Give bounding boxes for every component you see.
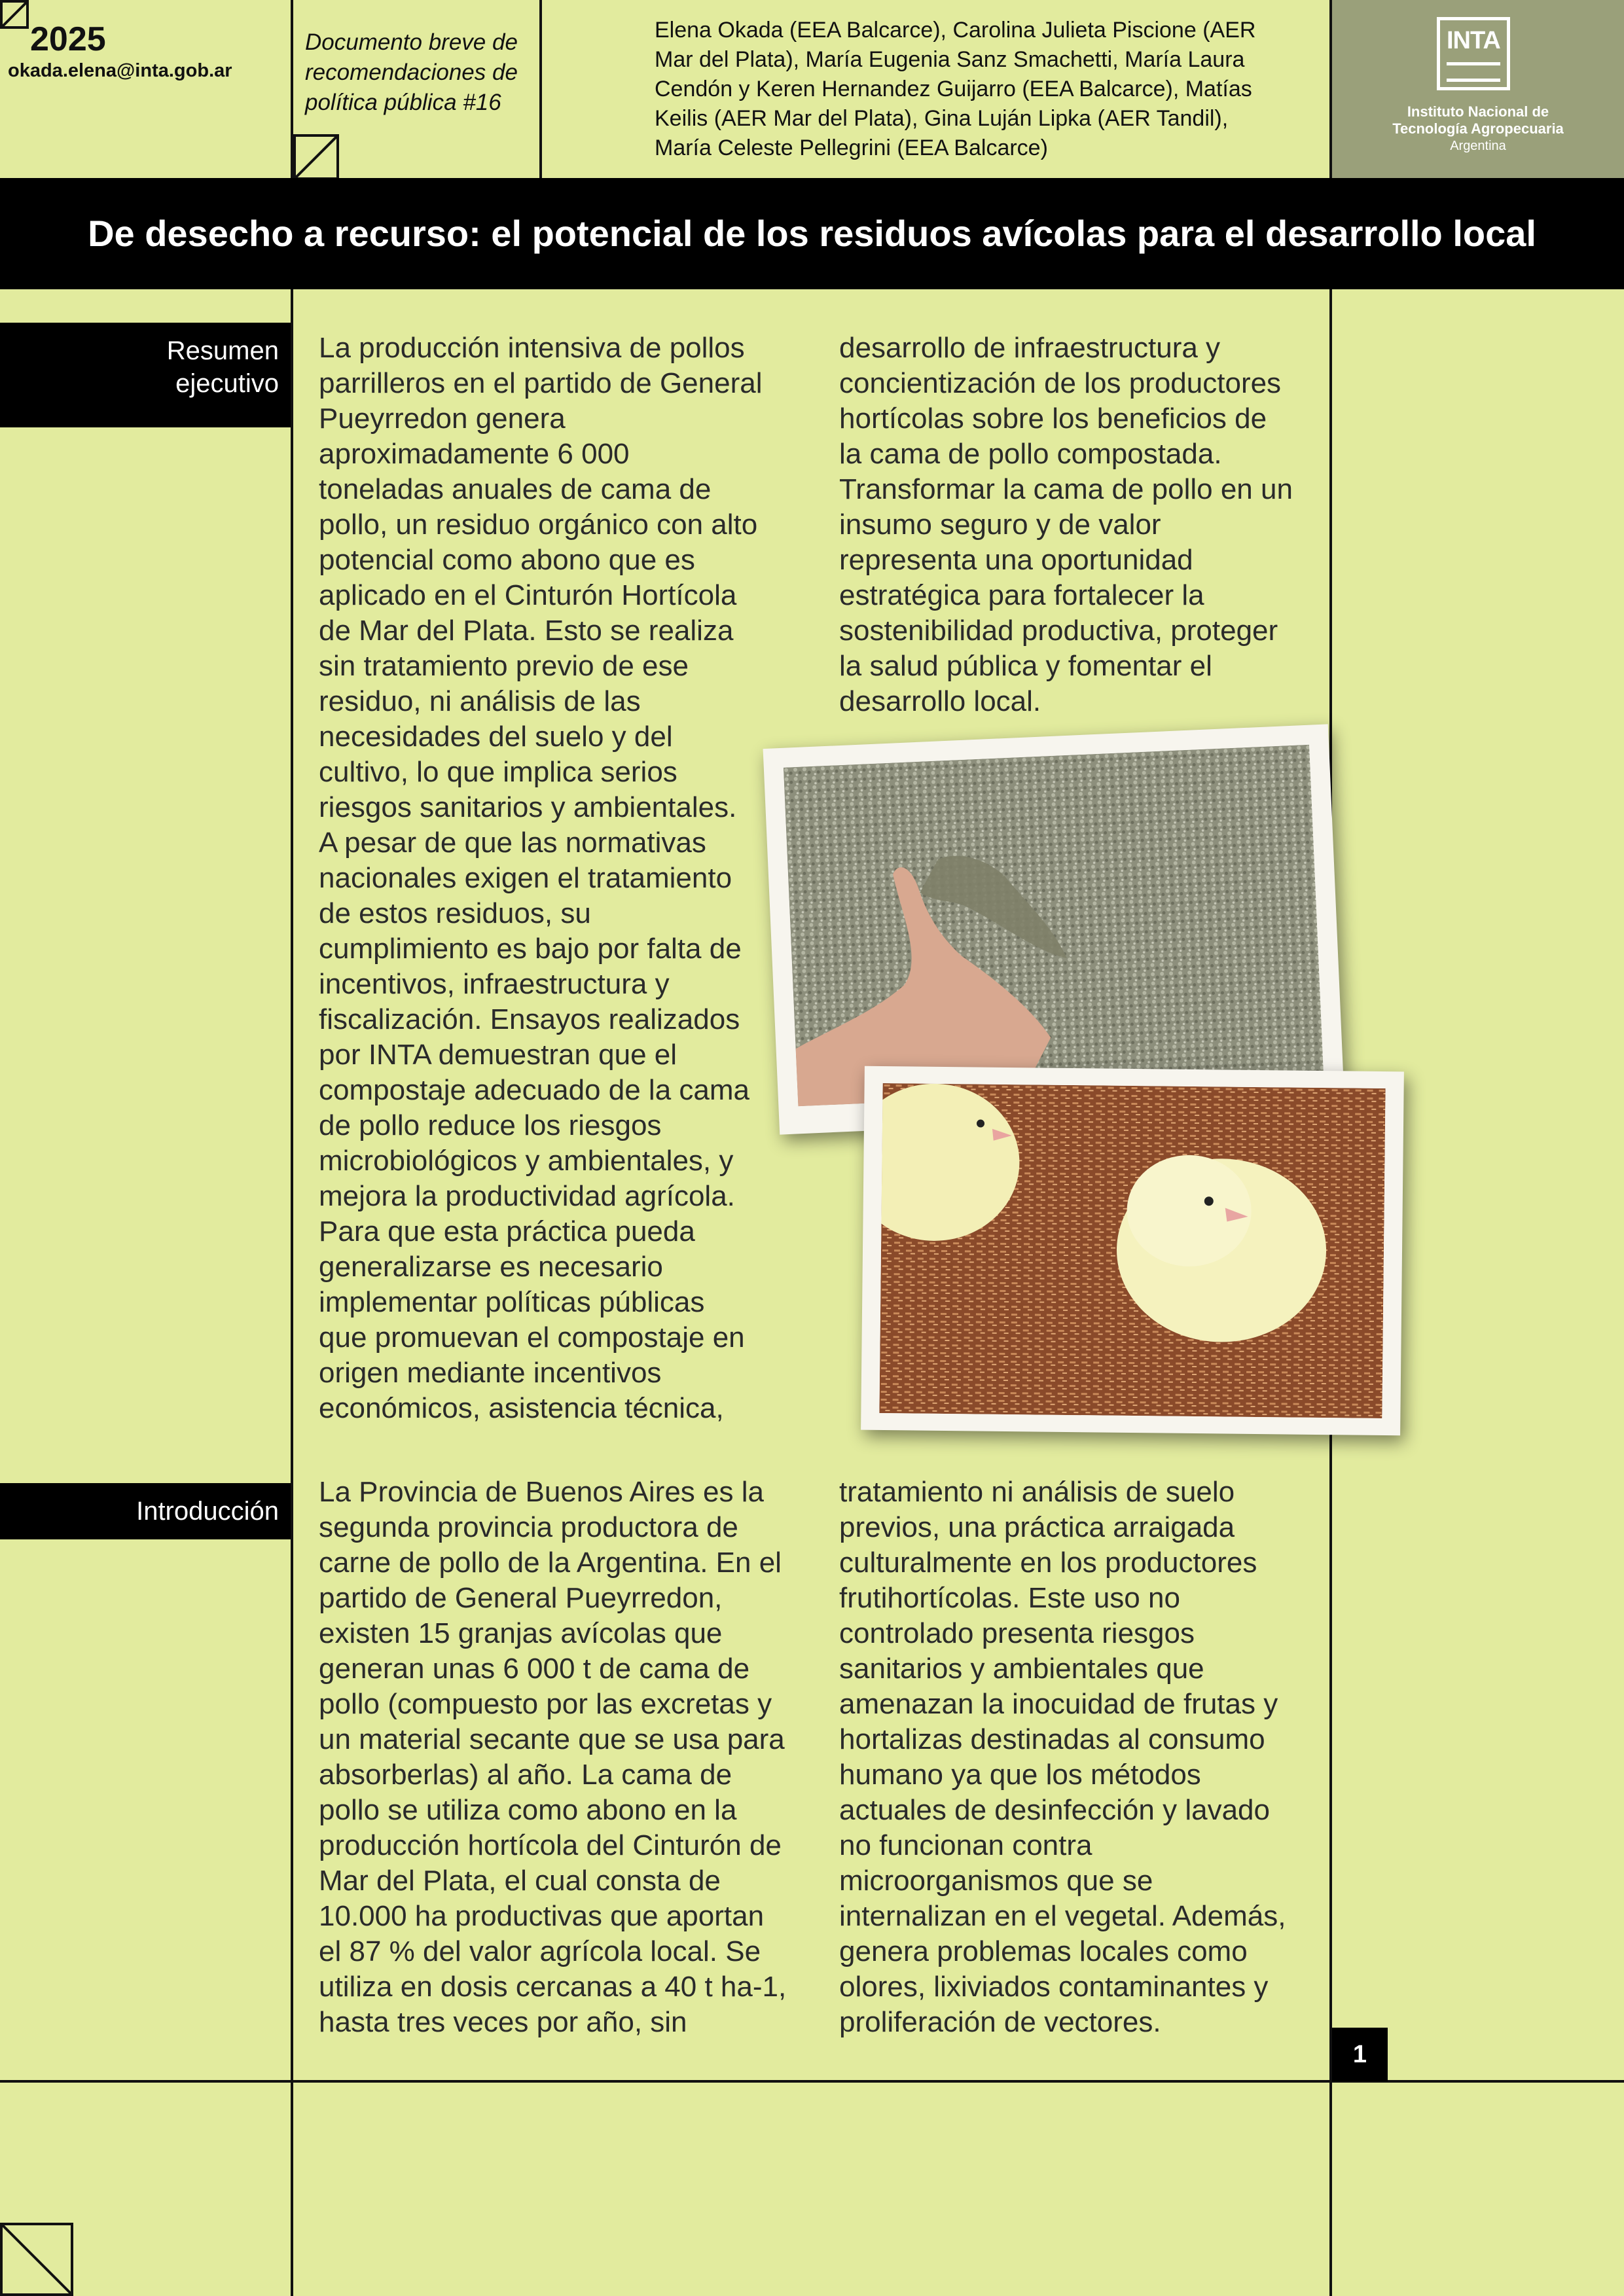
inta-logo-bars-icon xyxy=(1447,62,1500,82)
text-line: producción hortícola del Cinturón de xyxy=(319,1829,782,1861)
series-line: recomendaciones de xyxy=(305,60,518,85)
section-label-introduccion: Introducción xyxy=(0,1483,291,1539)
text-line: riesgos sanitarios y ambientales. xyxy=(319,791,737,823)
text-line: pollo se utiliza como abono en la xyxy=(319,1794,737,1826)
page-number: 1 xyxy=(1332,2028,1388,2081)
introduccion-column-2 xyxy=(839,1475,1317,2040)
introduccion-column-1 xyxy=(319,1475,797,2040)
text-line: compostaje adecuado de la cama xyxy=(319,1074,749,1106)
text-line: generalizarse es necesario xyxy=(319,1251,663,1283)
series-title xyxy=(305,27,541,118)
text-line: la cama de pollo compostada. xyxy=(839,438,1222,470)
text-line: A pesar de que las normativas xyxy=(319,827,706,859)
logo-country: Argentina xyxy=(1450,139,1506,153)
text-line: nacionales exigen el tratamiento xyxy=(319,862,732,894)
text-line: residuo, ni análisis de las xyxy=(319,685,641,717)
text-line: necesidades del suelo y del xyxy=(319,721,673,753)
text-line: un material secante que se usa para xyxy=(319,1723,785,1755)
text-line: pollo (compuesto por las excretas y xyxy=(319,1688,772,1720)
text-line: estratégica para fortalecer la xyxy=(839,579,1204,611)
text-line: humano ya que los métodos xyxy=(839,1759,1201,1791)
text-line: proliferación de vectores. xyxy=(839,2006,1161,2038)
text-line: la salud pública y fomentar el xyxy=(839,650,1212,682)
text-line: partido de General Pueyrredon, xyxy=(319,1582,723,1614)
author-line: Mar del Plata), María Eugenia Sanz Smachetti, María Laura xyxy=(655,47,1245,72)
text-line: que promuevan el compostaje en xyxy=(319,1321,745,1354)
text-line: toneladas anuales de cama de xyxy=(319,473,712,505)
corner-mark-header xyxy=(293,134,339,180)
text-line: controlado presenta riesgos xyxy=(839,1617,1195,1649)
text-line: sin tratamiento previo de ese xyxy=(319,650,689,682)
publication-year: 2025 xyxy=(30,20,106,58)
text-line: actuales de desinfección y lavado xyxy=(839,1794,1270,1826)
series-line: Documento breve de xyxy=(305,29,518,55)
text-line: origen mediante incentivos xyxy=(319,1357,662,1389)
text-line: incentivos, infraestructura y xyxy=(319,968,670,1000)
text-line: generan unas 6 000 t de cama de xyxy=(319,1653,750,1685)
corner-mark-top-left xyxy=(0,0,29,29)
text-line: concientización de los productores xyxy=(839,367,1282,399)
text-line: absorberlas) al año. La cama de xyxy=(319,1759,732,1791)
text-line: segunda provincia productora de xyxy=(319,1511,738,1543)
text-line: microorganismos que se xyxy=(839,1865,1153,1897)
text-line: potencial como abono que es xyxy=(319,544,695,576)
text-line: Transformar la cama de pollo en un xyxy=(839,473,1293,505)
text-line: olores, lixiviados contaminantes y xyxy=(839,1971,1269,2003)
chicks-image xyxy=(879,1083,1385,1418)
text-line: genera problemas locales como xyxy=(839,1935,1248,1967)
text-line: por INTA demuestran que el xyxy=(319,1039,677,1071)
section-label-line: Resumen xyxy=(166,336,279,365)
inta-logo-text: INTA xyxy=(1447,27,1500,54)
text-line: pollo, un residuo orgánico con alto xyxy=(319,509,758,541)
chicks-on-litter-photo xyxy=(861,1066,1404,1436)
grid-line-left xyxy=(291,289,293,2296)
text-line: sanitarios y ambientales que xyxy=(839,1653,1204,1685)
text-line: cultivo, lo que implica serios xyxy=(319,756,677,788)
contact-email[interactable]: okada.elena@inta.gob.ar xyxy=(8,60,232,81)
text-line: utiliza en dosis cercanas a 40 t ha-1, xyxy=(319,1971,787,2003)
corner-mark-bottom-left xyxy=(0,2223,73,2296)
text-line: carne de pollo de la Argentina. En el xyxy=(319,1547,782,1579)
text-line: de estos residuos, su xyxy=(319,897,591,929)
text-line: 10.000 ha productivas que aportan xyxy=(319,1900,765,1932)
text-line: hortalizas destinadas al consumo xyxy=(839,1723,1265,1755)
text-line: de pollo reduce los riesgos xyxy=(319,1109,662,1141)
text-line: implementar políticas públicas xyxy=(319,1286,705,1318)
document-title: De desecho a recurso: el potencial de los residuos avícolas para el desarrollo local xyxy=(88,213,1536,254)
resumen-column-1 xyxy=(319,331,797,1426)
text-line: Pueyrredon genera xyxy=(319,403,566,435)
text-line: Mar del Plata, el cual consta de xyxy=(319,1865,721,1897)
text-line: parrilleros en el partido de General xyxy=(319,367,763,399)
text-line: La Provincia de Buenos Aires es la xyxy=(319,1476,764,1508)
author-line: Keilis (AER Mar del Plata), Gina Luján Lipka (AER Tandil), xyxy=(655,106,1229,131)
inta-logo-mark xyxy=(1437,17,1510,90)
section-label-resumen xyxy=(0,323,291,427)
section-label-line: ejecutivo xyxy=(175,369,279,398)
text-line: frutihortícolas. Este uso no xyxy=(839,1582,1180,1614)
text-line: hasta tres veces por año, sin xyxy=(319,2006,687,2038)
logo-caption-line: Tecnología Agropecuaria xyxy=(1392,120,1564,137)
text-line: fiscalización. Ensayos realizados xyxy=(319,1003,740,1035)
author-line: Elena Okada (EEA Balcarce), Carolina Julieta Piscione (AER xyxy=(655,18,1256,43)
logo-caption-line: Instituto Nacional de xyxy=(1407,103,1549,120)
text-line: Para que esta práctica pueda xyxy=(319,1215,695,1247)
text-line: insumo seguro y de valor xyxy=(839,509,1161,541)
text-line: sostenibilidad productiva, proteger xyxy=(839,615,1278,647)
title-bar xyxy=(0,178,1624,289)
text-line: hortícolas sobre los beneficios de xyxy=(839,403,1267,435)
text-line: desarrollo local. xyxy=(839,685,1041,717)
text-line: culturalmente en los productores xyxy=(839,1547,1257,1579)
author-line: María Celeste Pellegrini (EEA Balcarce) xyxy=(655,135,1048,160)
author-line: Cendón y Keren Hernandez Guijarro (EEA Balcarce), Matías xyxy=(655,77,1252,101)
text-line: tratamiento ni análisis de suelo xyxy=(839,1476,1235,1508)
text-line: aproximadamente 6 000 xyxy=(319,438,630,470)
text-line: microbiológicos y ambientales, y xyxy=(319,1145,734,1177)
inta-logo-panel xyxy=(1332,0,1624,178)
text-line: aplicado en el Cinturón Hortícola xyxy=(319,579,737,611)
text-line: previos, una práctica arraigada xyxy=(839,1511,1235,1543)
text-line: desarrollo de infraestructura y xyxy=(839,332,1221,364)
series-line: política pública #16 xyxy=(305,90,501,115)
text-line: internalizan en el vegetal. Además, xyxy=(839,1900,1286,1932)
text-line: el 87 % del valor agrícola local. Se xyxy=(319,1935,761,1967)
resumen-column-2 xyxy=(839,331,1317,719)
text-line: de Mar del Plata. Esto se realiza xyxy=(319,615,734,647)
inta-logo-caption xyxy=(1332,103,1624,154)
authors-list xyxy=(655,16,1309,163)
text-line: representa una oportunidad xyxy=(839,544,1193,576)
text-line: mejora la productividad agrícola. xyxy=(319,1180,735,1212)
text-line: La producción intensiva de pollos xyxy=(319,332,745,364)
text-line: amenazan la inocuidad de frutas y xyxy=(839,1688,1278,1720)
text-line: existen 15 granjas avícolas que xyxy=(319,1617,723,1649)
text-line: cumplimiento es bajo por falta de xyxy=(319,933,742,965)
text-line: económicos, asistencia técnica, xyxy=(319,1392,724,1424)
text-line: no funcionan contra xyxy=(839,1829,1092,1861)
poultry-litter-image xyxy=(784,745,1324,1107)
